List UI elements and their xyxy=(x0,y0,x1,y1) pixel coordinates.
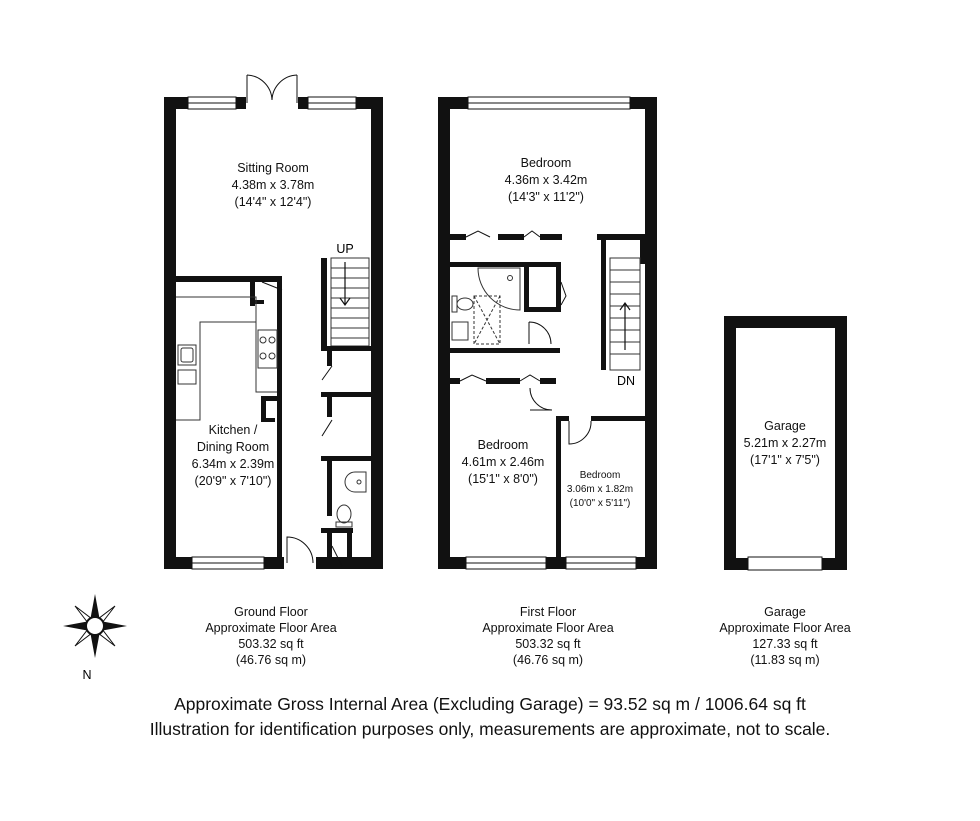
kitchen-name-line2: Dining Room xyxy=(196,440,270,454)
garage-sqft: 127.33 sq ft xyxy=(752,637,818,651)
garage-door xyxy=(748,557,822,570)
garage-sqm: (11.83 sq m) xyxy=(750,653,820,667)
front-bedroom-name: Bedroom xyxy=(520,156,572,170)
first-floor-name: First Floor xyxy=(519,605,577,619)
garage-plan xyxy=(730,322,841,570)
front-bedroom-imperial: (14'3" x 11'2") xyxy=(508,190,584,204)
garage-summary xyxy=(719,605,850,667)
front-bedroom-label xyxy=(505,156,588,204)
wc-basin-icon xyxy=(345,472,366,492)
gross-internal-area: Approximate Gross Internal Area (Excluding Garage) = 93.52 sq m / 1006.64 sq ft xyxy=(174,694,806,714)
rear-bedroom-metric: 4.61m x 2.46m xyxy=(461,455,545,469)
ground-floor-sqft: 503.32 sq ft xyxy=(238,637,304,651)
shower-icon xyxy=(478,268,520,310)
garage-metric: 5.21m x 2.27m xyxy=(743,436,827,450)
garage-label xyxy=(744,419,827,467)
first-floor-area-label: Approximate Floor Area xyxy=(482,621,614,635)
rear-bedroom-imperial: (15'1" x 8'0") xyxy=(468,472,538,486)
garage-imperial: (17'1" x 7'5") xyxy=(750,453,820,467)
ground-floor-stairs xyxy=(331,258,369,346)
ground-floor-sqm: (46.76 sq m) xyxy=(235,653,307,667)
first-floor-plan xyxy=(444,97,651,569)
small-bedroom-door-swing xyxy=(569,421,591,444)
landing-door-swing xyxy=(530,388,552,410)
kitchen-metric: 6.34m x 2.39m xyxy=(191,457,275,471)
kitchen-imperial: (20'9" x 7'10") xyxy=(194,474,272,488)
first-floor-sqm: (46.76 sq m) xyxy=(512,653,584,667)
front-bedroom-metric: 4.36m x 3.42m xyxy=(504,173,588,187)
small-bedroom-metric: 3.06m x 1.82m xyxy=(566,484,634,495)
stairs-down-arrow-icon xyxy=(620,303,630,350)
small-bedroom-label xyxy=(567,470,633,509)
kitchen-label xyxy=(192,423,275,488)
ground-floor-area-label: Approximate Floor Area xyxy=(205,621,337,635)
garage-name: Garage xyxy=(764,419,806,433)
small-bedroom-imperial: (10'0" x 5'11") xyxy=(569,498,631,509)
sitting-room-metric: 4.38m x 3.78m xyxy=(231,178,315,192)
stairs-up-label: UP xyxy=(336,242,354,256)
ground-floor-summary xyxy=(205,605,336,667)
toilet-icon xyxy=(336,505,352,527)
disclaimer-text: Illustration for identification purposes only, measurements are approximate, not to scale. xyxy=(149,719,831,739)
stairs-down-label: DN xyxy=(616,374,636,388)
first-floor-sqft: 503.32 sq ft xyxy=(515,637,581,651)
garage-summary-name: Garage xyxy=(764,605,806,619)
rear-bedroom-label xyxy=(462,438,545,486)
first-floor-summary xyxy=(482,605,613,667)
kitchen-name-line1: Kitchen / xyxy=(208,423,258,437)
compass-rose-icon xyxy=(63,594,127,658)
garage-area-label: Approximate Floor Area xyxy=(719,621,851,635)
compass-north-label: N xyxy=(82,668,92,682)
small-bedroom-name: Bedroom xyxy=(579,470,621,481)
hob-icon xyxy=(260,337,275,359)
sitting-room-imperial: (14'4" x 12'4") xyxy=(234,195,312,209)
sitting-room-label xyxy=(232,161,315,209)
ground-floor-plan xyxy=(170,75,377,570)
bathroom-door-swing xyxy=(529,322,551,344)
ground-floor-name: Ground Floor xyxy=(234,605,308,619)
rear-bedroom-name: Bedroom xyxy=(477,438,529,452)
sitting-room-name: Sitting Room xyxy=(237,161,309,175)
bathroom-toilet-icon xyxy=(452,296,473,340)
